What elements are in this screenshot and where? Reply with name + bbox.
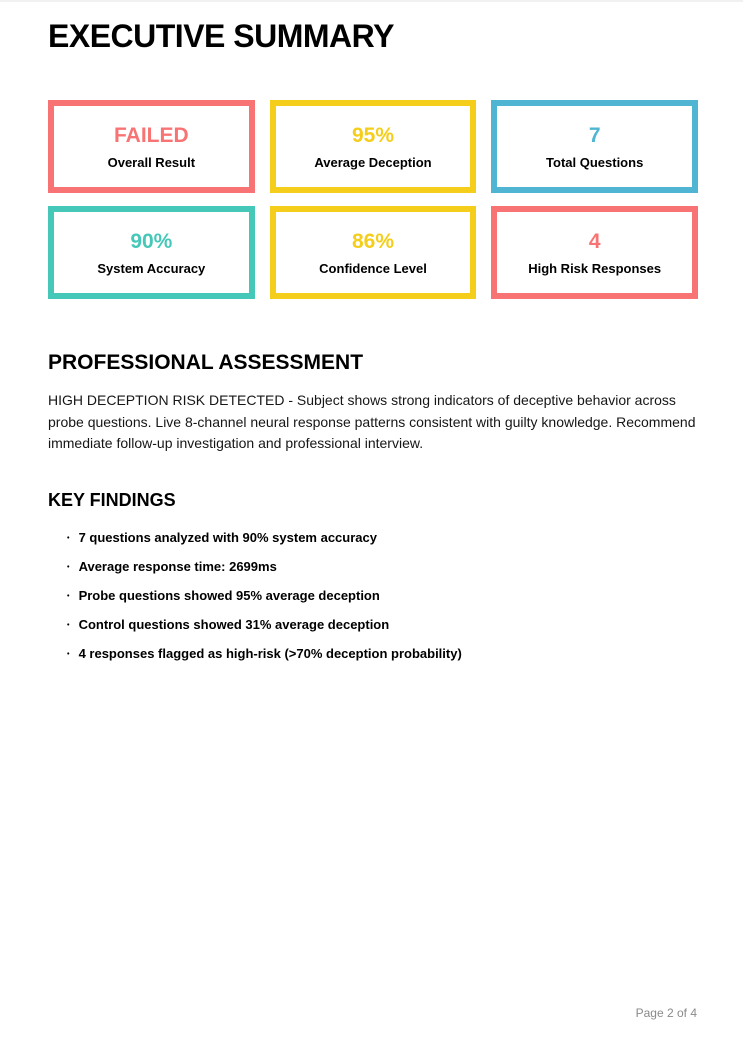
professional-assessment-section — [48, 351, 698, 455]
assessment-heading: PROFESSIONAL ASSESSMENT — [48, 351, 364, 374]
report-page — [0, 2, 743, 661]
card-value: 86% — [351, 229, 394, 253]
summary-cards-grid — [48, 100, 698, 299]
list-item — [66, 560, 698, 574]
page-title: EXECUTIVE SUMMARY — [48, 18, 394, 54]
bullet-dot: • — [67, 562, 70, 571]
list-item — [66, 618, 698, 632]
card-confidence-level — [270, 206, 477, 299]
finding-text: Probe questions showed 95% average deception — [78, 587, 380, 603]
list-item — [66, 589, 698, 603]
card-system-accuracy — [48, 206, 255, 299]
list-item — [66, 531, 698, 545]
card-total-questions — [491, 100, 698, 193]
list-item — [66, 647, 698, 661]
finding-text: 7 questions analyzed with 90% system accuracy — [78, 529, 377, 545]
card-value: FAILED — [113, 123, 189, 147]
finding-text: Average response time: 2699ms — [78, 558, 277, 574]
card-value: 7 — [588, 123, 601, 147]
page-number: Page 2 of 4 — [635, 1006, 697, 1020]
card-label: High Risk Responses — [528, 260, 662, 276]
card-overall-result — [48, 100, 255, 193]
key-findings-list — [48, 531, 698, 661]
card-label: Confidence Level — [319, 260, 427, 276]
key-findings-section — [48, 490, 698, 661]
finding-text: Control questions showed 31% average deception — [78, 616, 390, 632]
bullet-dot: • — [67, 591, 70, 600]
bullet-dot: • — [67, 533, 70, 542]
card-value: 90% — [130, 229, 173, 253]
bullet-dot: • — [67, 620, 70, 629]
card-label: Average Deception — [314, 154, 432, 170]
card-label: Total Questions — [546, 154, 644, 170]
card-high-risk-responses — [491, 206, 698, 299]
finding-text: 4 responses flagged as high-risk (>70% deception probability) — [78, 645, 462, 661]
bullet-dot: • — [67, 649, 70, 658]
card-average-deception — [270, 100, 477, 193]
card-value: 95% — [351, 123, 394, 147]
key-findings-heading: KEY FINDINGS — [48, 489, 176, 510]
card-label: System Accuracy — [97, 260, 206, 276]
card-label: Overall Result — [107, 154, 196, 170]
card-value: 4 — [588, 229, 601, 253]
assessment-body-text: HIGH DECEPTION RISK DETECTED - Subject shows strong indicators of deceptive behavior across probe questions. Live 8-channel neural response patterns consistent with guilty knowledge. Recommend immediate follow-up investigation and professional interview. — [48, 392, 696, 451]
